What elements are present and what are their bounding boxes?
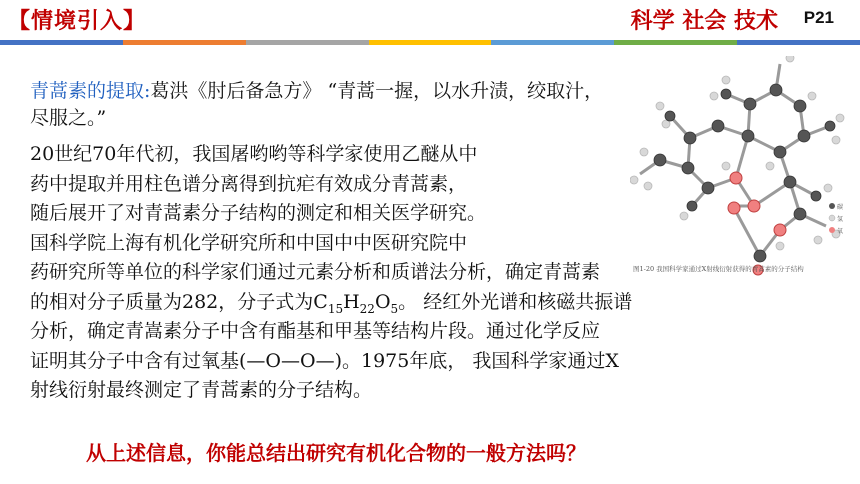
intro-label: 青蒿素的提取:	[30, 80, 151, 102]
formula-h: H	[343, 290, 360, 313]
body-line: 随后展开了对青蒿素分子结构的测定和相关医学研究。	[30, 202, 487, 224]
body-line: 分析，确定青嵩素分子中含有酯基和甲基等结构片段。通过化学反应	[30, 320, 601, 342]
intro-paragraph	[30, 78, 620, 132]
body-line: 药研究所等单位的科学家们通过元素分析和质谱法分析，确定青蒿素	[30, 261, 601, 283]
section-title: 科学 社会 技术	[630, 9, 778, 34]
guiding-question: 从上述信息，你能总结出研究有机化合物的一般方法吗？	[86, 441, 586, 465]
formula-o: O	[374, 290, 391, 313]
body-text: 。 经红外光谱和核磁共振谱	[398, 290, 633, 313]
figure-caption: 图1-20 我国科学家通过X射线衍射获得的青蒿素的分子结构	[633, 265, 804, 273]
legend-hydrogen: 氢	[837, 216, 844, 223]
legend-oxygen: 氧	[837, 228, 844, 235]
subscript: 22	[359, 301, 375, 316]
page-number: P21	[803, 8, 834, 27]
body-line: 射线衍射最终测定了青蒿素的分子结构。	[30, 379, 373, 401]
subscript: 5	[390, 301, 399, 316]
subscript: 15	[327, 301, 344, 316]
body-line: 证明其分子中含有过氧基(—O—O—)。1975年底， 我国科学家通过X	[30, 349, 619, 372]
body-line: 20世纪70年代初，我国屠哟哟等科学家使用乙醚从中	[30, 143, 478, 165]
body-line: 药中提取并用柱色谱分离得到抗疟有效成分青蒿素，	[30, 172, 468, 195]
molecule-bonds	[640, 64, 830, 256]
color-divider-bar	[0, 40, 860, 45]
legend-carbon: 碳	[837, 204, 844, 211]
intro-quote: 葛洪《肘后备急方》 “青蒿一握，以水升渍，绞取汁，尽服之。”	[30, 80, 604, 129]
body-text: 的相对分子质量为282，分子式为C	[30, 290, 328, 313]
body-line-formula	[30, 288, 800, 318]
carbon-atoms	[654, 84, 835, 262]
artemisinin-molecule-figure	[630, 56, 856, 278]
body-line: 国科学院上海有机化学研究所和中国中中医研究院中	[30, 231, 468, 254]
section-tag: 【情境引入】	[8, 9, 147, 34]
